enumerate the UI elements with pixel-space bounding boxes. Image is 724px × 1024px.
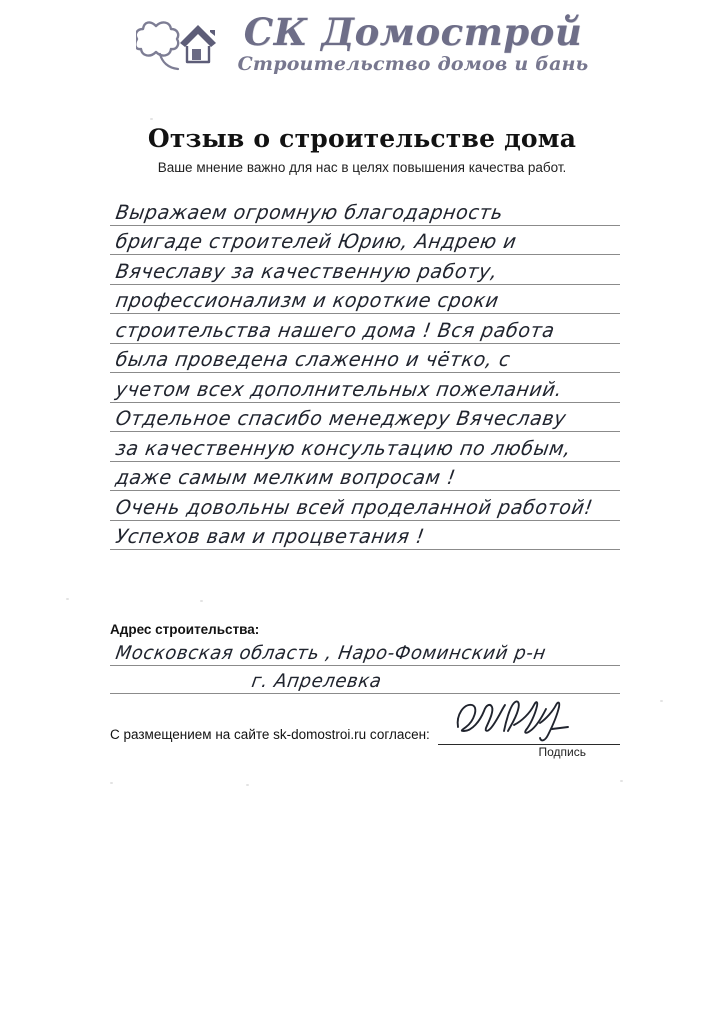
review-line-text: Вячеславу за качественную работу, <box>114 259 500 283</box>
review-line <box>110 432 620 462</box>
review-line <box>110 521 620 551</box>
review-line <box>110 403 620 433</box>
scan-speck <box>66 598 69 600</box>
review-line <box>110 344 620 374</box>
scan-speck <box>620 780 623 782</box>
scan-speck <box>200 600 203 602</box>
address-label: Адрес строительства: <box>110 622 260 637</box>
scan-speck <box>246 784 249 786</box>
company-logo <box>0 10 724 78</box>
scan-speck <box>660 700 663 702</box>
review-line-text: Выражаем огромную благодарность <box>114 200 505 224</box>
review-line <box>110 255 620 285</box>
review-line <box>110 491 620 521</box>
review-line-text: бригаде строителей Юрию, Андрею и <box>114 230 519 253</box>
review-line-text: за качественную консультацию по любым, <box>114 436 573 460</box>
review-line <box>110 226 620 256</box>
consent-row <box>110 718 620 745</box>
review-line-text: Отдельное спасибо менеджеру Вячеславу <box>114 407 568 430</box>
scan-speck <box>110 782 113 784</box>
review-line-text: была проведена слаженно и чётко, с <box>114 348 513 371</box>
review-line-text: даже самым мелким вопросам ! <box>114 466 458 489</box>
review-line <box>110 462 620 492</box>
review-line <box>110 196 620 226</box>
consent-text: С размещением на сайте sk-domostroi.ru согласен: <box>110 727 430 742</box>
address-field <box>110 638 620 694</box>
address-line-text: г. Апрелевка <box>250 670 384 692</box>
signature-field <box>438 718 620 745</box>
address-line-text: Московская область , Наро-Фоминский р-н <box>114 642 548 664</box>
house-tree-logo-icon <box>136 16 232 78</box>
review-line-text: учетом всех дополнительных пожеланий. <box>114 377 564 401</box>
review-line-text: Очень довольны всей проделанной работой! <box>114 495 595 519</box>
logo-company-name: СК Домострой <box>243 10 583 54</box>
address-line <box>110 638 620 666</box>
review-line <box>110 285 620 315</box>
page-title: Отзыв о строительстве дома <box>147 124 577 153</box>
review-line <box>110 373 620 403</box>
review-text-area <box>110 196 620 550</box>
address-line <box>110 666 620 694</box>
review-line-text: Успехов вам и процветания ! <box>114 525 427 548</box>
scan-speck <box>150 118 153 120</box>
handwritten-signature-icon <box>452 697 572 743</box>
signature-caption: Подпись <box>538 745 586 759</box>
page-subtitle: Ваше мнение важно для нас в целях повышения качества работ. <box>157 160 567 175</box>
review-line-text: строительства нашего дома ! Вся работа <box>114 318 557 342</box>
logo-tagline: Строительство домов и бань <box>237 53 589 75</box>
review-line-text: профессионализм и короткие сроки <box>114 289 501 312</box>
review-line <box>110 314 620 344</box>
